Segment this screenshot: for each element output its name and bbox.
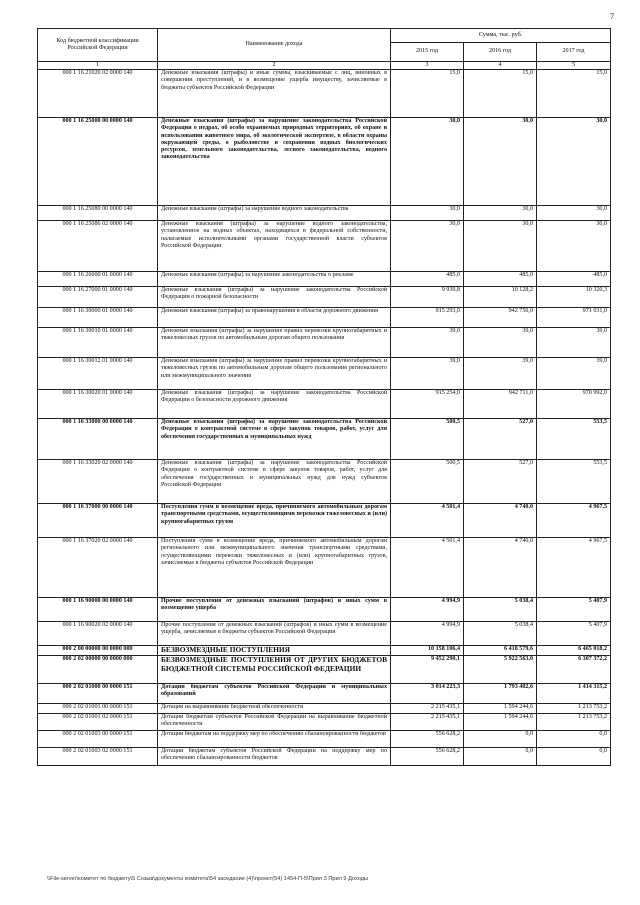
amount-2015: 556 628,2 [391, 731, 464, 748]
amount-2015: 9 452 290,1 [391, 656, 464, 684]
amount-2017: 6 465 018,2 [537, 646, 611, 656]
revenue-name: Денежные взыскания (штрафы) за нарушение законодательства Российской Федерации о безопасности дорожного движения [158, 390, 391, 419]
amount-2016: 527,0 [464, 460, 537, 504]
revenue-name: Денежные взыскания (штрафы) за нарушение правил перевозки крупногабаритных и тяжеловесных грузов по автомобильным дорогам общего пользования регионального или межмуниципального значения [158, 358, 391, 390]
table-row [38, 598, 611, 622]
table-row [38, 704, 611, 714]
revenue-code: 000 1 16 90000 00 0000 140 [38, 598, 158, 622]
revenue-name: Прочие поступления от денежных взысканий (штрафов) и иных сумм в возмещение ущерба [158, 598, 391, 622]
table-row [38, 328, 611, 358]
table-row [38, 308, 611, 328]
table-row [38, 118, 611, 206]
amount-2017: 553,5 [537, 419, 611, 460]
amount-2015: 9 939,8 [391, 287, 464, 308]
revenue-name: Поступления сумм в возмещение вреда, причиняемого автомобильным дорогам транспортными средствами, осуществляющими перевозки тяжеловесных и (или) крупногабаритных грузов [158, 504, 391, 538]
revenue-code: 000 1 16 21020 02 0000 140 [38, 70, 158, 118]
amount-2017: 4 967,5 [537, 504, 611, 538]
header-year-2016: 2016 год [464, 43, 537, 62]
revenue-code: 000 1 16 30000 01 0000 140 [38, 308, 158, 328]
amount-2016: 6 418 579,6 [464, 646, 537, 656]
revenue-code: 000 2 02 01003 00 0000 151 [38, 731, 158, 748]
amount-2016: 0,0 [464, 748, 537, 766]
revenue-name: БЕЗВОЗМЕЗДНЫЕ ПОСТУПЛЕНИЯ ОТ ДРУГИХ БЮДЖЕТОВ БЮДЖЕТНОЙ СИСТЕМЫ РОССИЙСКОЙ ФЕДЕРАЦИИ [158, 656, 391, 684]
amount-2015: 30,0 [391, 118, 464, 206]
amount-2016: 1 594 244,6 [464, 714, 537, 731]
amount-2017: 0,0 [537, 731, 611, 748]
revenue-name: Поступления сумм в возмещение вреда, причиняемого автомобильным дорогам регионального или межмуниципального значения транспортными средствами, осуществляющими перевозки тяжеловесных и (или) крупногабаритных грузов, зачисляемые в бюджеты субъектов Российской Федерации [158, 538, 391, 598]
revenue-code: 000 1 16 37020 02 0000 140 [38, 538, 158, 598]
amount-2016: 942 711,0 [464, 390, 537, 419]
amount-2017: 30,0 [537, 118, 611, 206]
revenue-code: 000 2 02 01001 00 0000 151 [38, 704, 158, 714]
amount-2017: 15,0 [537, 70, 611, 118]
revenue-name: Денежные взыскания (штрафы) за нарушение законодательства Российской Федерации о пожарной безопасности [158, 287, 391, 308]
revenue-code: 000 1 16 27000 01 0000 140 [38, 287, 158, 308]
amount-2016: 485,0 [464, 272, 537, 287]
amount-2017: 5 407,9 [537, 598, 611, 622]
revenue-name: Денежные взыскания (штрафы) и иные суммы, взыскиваемые с лиц, виновных в совершении преступлений, и в возмещение ущерба имуществу, зачисляемые в бюджеты субъектов Российской Федерации [158, 70, 391, 118]
amount-2017: 10 320,3 [537, 287, 611, 308]
revenue-name: Денежные взыскания (штрафы) за нарушение водного законодательства, установленное на водных объектах, находящихся в федеральной собственности, налагаемые исполнительными органами государственной власти субъектов Российской Федерации [158, 221, 391, 272]
revenue-code: 000 1 16 25086 02 0000 140 [38, 221, 158, 272]
amount-2015: 4 994,9 [391, 622, 464, 646]
table-row [38, 419, 611, 460]
amount-2015: 30,0 [391, 206, 464, 221]
revenue-name: Дотации бюджетам субъектов Российской Федерации на выравнивание бюджетной обеспеченности [158, 714, 391, 731]
table-row [38, 221, 611, 272]
amount-2017: 39,0 [537, 328, 611, 358]
amount-2017: 4 967,5 [537, 538, 611, 598]
table-row [38, 714, 611, 731]
amount-2017: 0,0 [537, 748, 611, 766]
revenue-code: 000 1 16 37000 00 0000 140 [38, 504, 158, 538]
amount-2015: 4 994,9 [391, 598, 464, 622]
amount-2017: 30,0 [537, 221, 611, 272]
revenue-name: БЕЗВОЗМЕЗДНЫЕ ПОСТУПЛЕНИЯ [158, 646, 391, 656]
amount-2015: 500,5 [391, 460, 464, 504]
revenue-code: 000 2 02 01000 00 0000 151 [38, 684, 158, 704]
header-year-2017: 2017 год [537, 43, 611, 62]
revenue-name: Денежные взыскания (штрафы) за нарушение водного законодательства [158, 206, 391, 221]
amount-2016: 5 038,4 [464, 598, 537, 622]
amount-2015: 4 501,4 [391, 538, 464, 598]
table-row [38, 504, 611, 538]
amount-2017: 39,0 [537, 358, 611, 390]
amount-2016: 942 750,0 [464, 308, 537, 328]
amount-2015: 2 215 435,1 [391, 714, 464, 731]
amount-2017: 30,0 [537, 206, 611, 221]
revenue-name: Дотации бюджетам на поддержку мер по обеспечению сбалансированности бюджетов [158, 731, 391, 748]
amount-2016: 1 594 244,6 [464, 704, 537, 714]
table-row [38, 538, 611, 598]
amount-2016: 4 740,0 [464, 538, 537, 598]
amount-2016: 5 038,4 [464, 622, 537, 646]
column-number: 1 [38, 62, 158, 70]
table-row [38, 206, 611, 221]
amount-2015: 500,5 [391, 419, 464, 460]
table-row [38, 731, 611, 748]
amount-2017: 5 407,9 [537, 622, 611, 646]
amount-2016: 15,0 [464, 70, 537, 118]
amount-2017: 970 992,0 [537, 390, 611, 419]
table-row [38, 390, 611, 419]
revenue-name: Денежные взыскания (штрафы) за правонарушения в области дорожного движения [158, 308, 391, 328]
amount-2017: 1 414 315,2 [537, 684, 611, 704]
table-row [38, 287, 611, 308]
amount-2015: 10 158 106,4 [391, 646, 464, 656]
amount-2017: 553,5 [537, 460, 611, 504]
amount-2016: 39,0 [464, 328, 537, 358]
amount-2017: 971 031,0 [537, 308, 611, 328]
file-path-footer: \\File-server\комитет по бюджету\5 Созыв\документы комитета\54 заседание (4)\проект(54) 1454-П-5\Прил 3 Прил 9 Доходы [47, 876, 368, 882]
revenue-name: Денежные взыскания (штрафы) за нарушение законодательства о рекламе [158, 272, 391, 287]
amount-2016: 30,0 [464, 221, 537, 272]
table-row [38, 272, 611, 287]
revenue-name: Дотации бюджетам субъектов Российской Федерации и муниципальных образований [158, 684, 391, 704]
header-code: Код бюджетной классификации Российской Федерации [38, 29, 158, 62]
revenue-name: Денежные взыскания (штрафы) за нарушение законодательства Российской Федерации о недрах, об особо охраняемых природных территориях, об охране и использовании животного мира, об экологической экспертизе, в области охраны окружающей среды, о рыболовстве и сохранении водных биологических ресурсов, земельного законодательства, лесного законодательства, водного законодательства [158, 118, 391, 206]
header-year-2015: 2015 год [391, 43, 464, 62]
amount-2017: 1 213 753,2 [537, 714, 611, 731]
amount-2016: 5 922 563,0 [464, 656, 537, 684]
revenue-code: 000 1 16 90020 02 0000 140 [38, 622, 158, 646]
revenue-name: Денежные взыскания (штрафы) за нарушение законодательства Российской Федерации о контрактной системе в сфере закупок товаров, работ, услуг для обеспечения государственных и муниципальных нужд для нужд субъектов Российской Федерации [158, 460, 391, 504]
amount-2016: 39,0 [464, 358, 537, 390]
amount-2015: 3 014 223,3 [391, 684, 464, 704]
revenue-code: 000 2 02 01001 02 0000 151 [38, 714, 158, 731]
amount-2016: 1 793 402,6 [464, 684, 537, 704]
header-sum: Сумма, тыс. руб. [391, 29, 611, 43]
amount-2015: 39,0 [391, 358, 464, 390]
amount-2016: 4 740,0 [464, 504, 537, 538]
revenue-name: Дотации на выравнивание бюджетной обеспеченности [158, 704, 391, 714]
revenue-code: 000 1 16 30010 01 0000 140 [38, 328, 158, 358]
revenue-code: 000 1 16 33000 00 0000 140 [38, 419, 158, 460]
table-row [38, 684, 611, 704]
amount-2016: 0,0 [464, 731, 537, 748]
revenue-name: Денежные взыскания (штрафы) за нарушение правил перевозки крупногабаритных и тяжеловесных грузов по автомобильным дорогам общего пользования [158, 328, 391, 358]
table-row [38, 460, 611, 504]
amount-2015: 915 254,0 [391, 390, 464, 419]
amount-2015: 2 215 435,1 [391, 704, 464, 714]
amount-2015: 915 293,0 [391, 308, 464, 328]
amount-2017: 485,0 [537, 272, 611, 287]
table-body [38, 70, 611, 766]
table-row [38, 358, 611, 390]
column-number: 2 [158, 62, 391, 70]
table-row [38, 748, 611, 766]
table-row [38, 646, 611, 656]
column-number: 5 [537, 62, 611, 70]
revenue-code: 000 2 02 01003 02 0000 151 [38, 748, 158, 766]
table-header [38, 29, 611, 70]
amount-2015: 15,0 [391, 70, 464, 118]
amount-2016: 527,0 [464, 419, 537, 460]
revenue-code: 000 1 16 33020 02 0000 140 [38, 460, 158, 504]
revenue-code: 000 2 02 00000 00 0000 000 [38, 656, 158, 684]
revenue-code: 000 1 16 30020 01 0000 140 [38, 390, 158, 419]
amount-2015: 556 628,2 [391, 748, 464, 766]
revenue-table [37, 28, 611, 766]
revenue-name: Денежные взыскания (штрафы) за нарушение законодательства Российской Федерации о контрактной системе в сфере закупок товаров, работ, услуг для обеспечения государственных и муниципальных нужд [158, 419, 391, 460]
amount-2017: 6 307 372,2 [537, 656, 611, 684]
revenue-code: 000 1 16 26000 01 0000 140 [38, 272, 158, 287]
amount-2015: 39,0 [391, 328, 464, 358]
revenue-name: Дотации бюджетам субъектов Российской Федерации на поддержку мер по обеспечению сбалансированности бюджетов [158, 748, 391, 766]
column-number: 4 [464, 62, 537, 70]
header-name: Наименование дохода [158, 29, 391, 62]
column-number: 3 [391, 62, 464, 70]
revenue-code: 000 1 16 30012 01 0000 140 [38, 358, 158, 390]
revenue-code: 000 2 00 00000 00 0000 000 [38, 646, 158, 656]
revenue-code: 000 1 16 25080 00 0000 140 [38, 206, 158, 221]
table-row [38, 622, 611, 646]
amount-2015: 4 501,4 [391, 504, 464, 538]
amount-2015: 485,0 [391, 272, 464, 287]
amount-2016: 30,0 [464, 206, 537, 221]
revenue-code: 000 1 16 25000 00 0000 140 [38, 118, 158, 206]
amount-2016: 30,0 [464, 118, 537, 206]
page-number: 7 [610, 12, 614, 21]
table-row [38, 70, 611, 118]
amount-2016: 10 128,2 [464, 287, 537, 308]
table-row [38, 656, 611, 684]
amount-2015: 30,0 [391, 221, 464, 272]
amount-2017: 1 213 753,2 [537, 704, 611, 714]
revenue-name: Прочие поступления от денежных взысканий (штрафов) и иных сумм в возмещение ущерба, зачисляемые в бюджеты субъектов Российской Федерации [158, 622, 391, 646]
